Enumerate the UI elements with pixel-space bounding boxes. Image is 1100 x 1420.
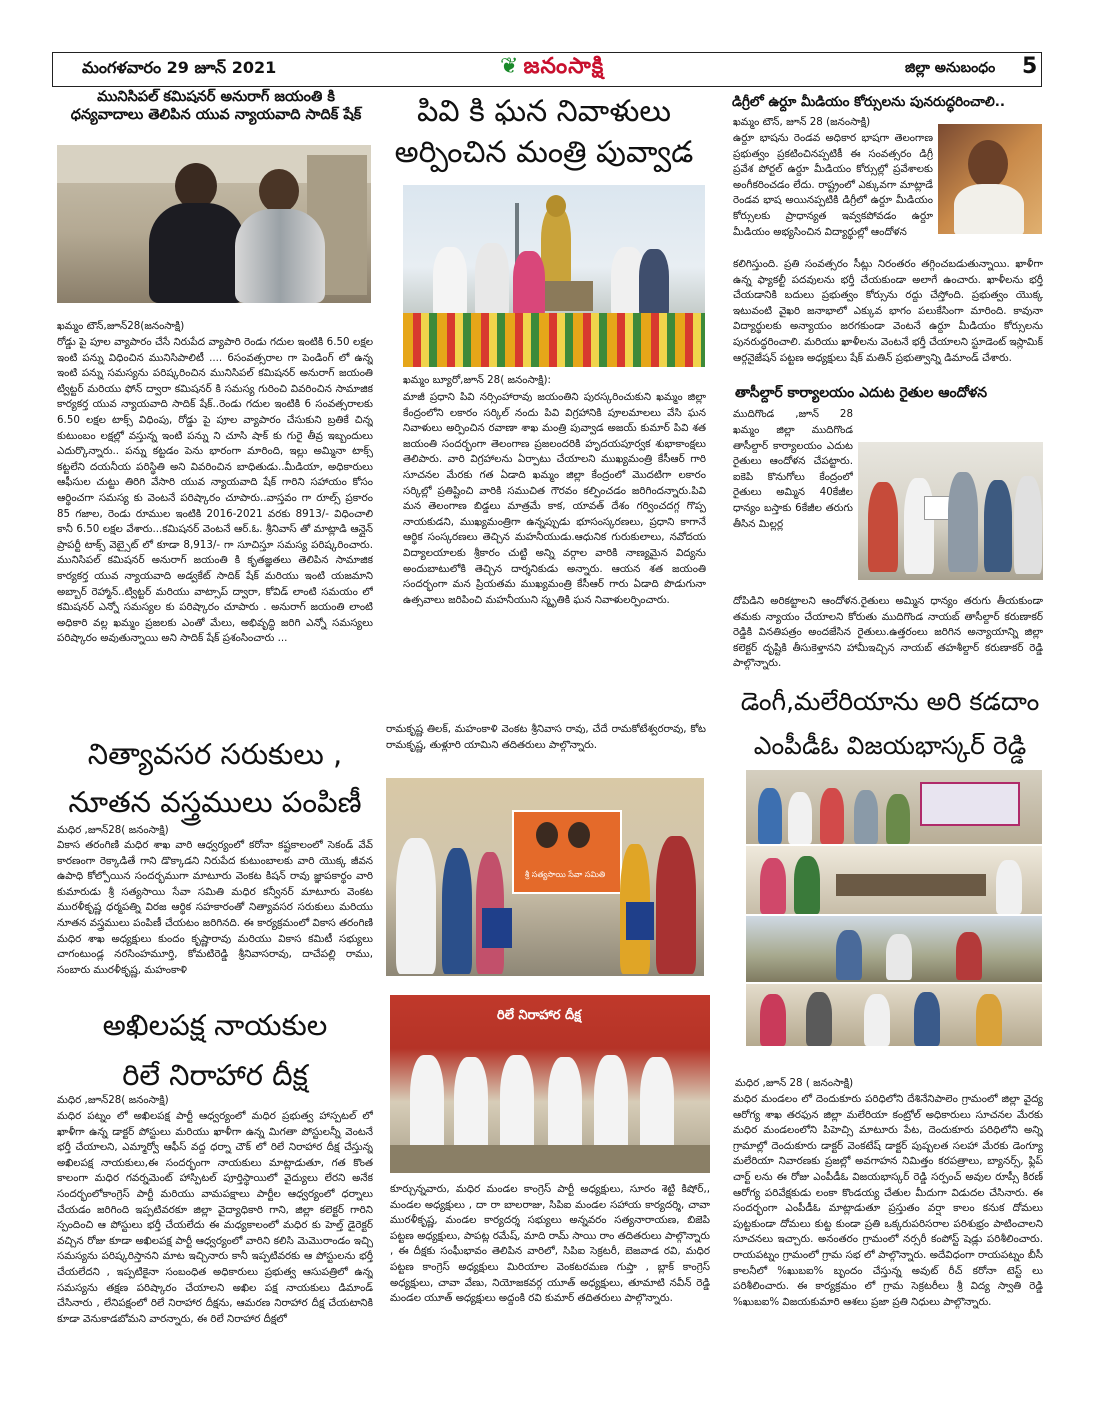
article-continuation: కూర్చున్నవారు, మధిర మండల కాంగ్రెస్ పార్టీ అధ్యక్షులు, సూరం శెట్టి కిషోర్,, మండల అధ్యక్షులు , దా రా బాలరాజు, సిపిఐ మండల సహాయ కార్యదర్శి, చావా మురళీకృష్ణ, మండల కార్యదర్శ సభ్యులు అన్నవరం సత్యనారాయణ, బిజెపి పట్టణ అధ్యక్షులు, పాపట్ల రమేష్, మాది రామ్ సాయి రాం తదితరులు పాల్గొన్నారు , ఈ దీక్షకు సంఘీభావం తెలిపిన వారిలో, సిపిఐ సెక్రటరీ, బెజవాడ రవి, మధిర పట్టణ కాంగ్రెస్ అధ్యక్షులు మిరియాల వెంకటరమణ గుప్తా , బ్లాక్ కాంగ్రెస్ అధ్యక్షులు, చావా వేణు, నియోజకవర్గ యూత్ అధ్యక్షులు, తూమాటి నవీన్ రెడ్డి మండల యూత్ అధ్యక్షులు అద్దంకి రవి కుమార్ తదితరులు పాల్గొన్నారు. bbox=[390, 1183, 710, 1305]
article-body-wide: కలిగిస్తుంది. ప్రతి సంవత్సరం సీట్లు నిరంతరం తగ్గించబడుతున్నాయి. ఖాళీగా ఉన్న ఫ్యాకల్టీ పదవులను భర్తీ చేయకుండా అలాగే ఉంచారు. ఖాళీలను భర్తీ చేయడానికి బదులు ప్రభుత్వం కోర్సును రద్దు చేస్తోంది. ప్రభుత్వం యొక్క ఇటువంటి వైఖరి జనాభాలో ఎక్కువ భాగం పలుకేసింగా మారింది. కావునా విద్యార్థులకు అన్యాయం జరగకుండా వెంటనే ఉర్దూ మీడియం కోర్సులను పునరుద్ధరించాలి. మరియు ఖాళీలను వెంటనే భర్తీ చేయాలని స్టూడెంట్ ఇస్లామిక్ ఆర్గనైజేషన్ పట్టణ అధ్యక్షులు షేక్ మతిన్ ప్రభుత్వాన్ని డిమాండ్ చేశారు. bbox=[733, 258, 1043, 364]
photo-distribution bbox=[386, 778, 704, 976]
section-name: జిల్లా అనుబంధం bbox=[905, 60, 996, 76]
dateline: మధిర ,జూన్28( జనంసాక్షి) bbox=[57, 824, 169, 836]
headline-line: ఎంపీడీఓ విజయభాస్కర్ రెడ్డి bbox=[753, 731, 1027, 760]
article-hunger-strike-headline bbox=[57, 1000, 373, 1100]
headline-line: పివి కి ఘన నివాళులు bbox=[416, 94, 672, 129]
article-relief-headline bbox=[57, 730, 373, 826]
photo-hunger-strike bbox=[390, 995, 710, 1173]
photo-student-portrait bbox=[938, 124, 1042, 234]
photo-dengue-4 bbox=[746, 984, 1042, 1046]
dateline: ఖమ్మం బ్యూరో,జూన్ 28( జనంసాక్షి): bbox=[403, 374, 551, 386]
headline-line: రిలే నిరాహార దీక్ష bbox=[122, 1058, 308, 1092]
article-sadiq-headline bbox=[56, 88, 376, 124]
dateline: మధిర ,జూన్ 28 ( జనంసాక్షి) bbox=[735, 1077, 854, 1089]
article-continuation: రామకృష్ణ తిలక్, మహంకాళి వెంకట శ్రీనివాస రావు, చేదే రామకోటేశ్వరరావు, కోట రామకృష్ణ, తుళ్లూరి యామిని తదితరులు పాల్గొన్నారు. bbox=[386, 723, 706, 751]
logo-text: జనంసాక్షి bbox=[523, 54, 605, 79]
banner-text: రిలే నిరాహార దీక్ష bbox=[497, 1008, 581, 1023]
newspaper-logo bbox=[500, 54, 604, 84]
leaf-icon: ❦ bbox=[500, 54, 520, 79]
headline-line: నూతన వస్త్రములు పంపిణీ bbox=[68, 785, 362, 819]
article-dengue-headline bbox=[732, 680, 1048, 768]
article-body: మాజీ ప్రధాని పివి నర్సింహారావు జయంతిని పురస్కరించుకుని ఖమ్మం జిల్లా కేంద్రంలోని లకారం సర్కిల్ నందు పివి విగ్రహానికి పూలమాలలు వేసి ఘన నివాళులు అర్పించిన రవాణా శాఖ మంత్రి పువ్వాడ అజయ్ కుమార్ పివి శత జయంతి సందర్భంగా తెలంగాణ ప్రజలందరికి హృదయపూర్వక శుభాకాంక్షలు తెలిపారు. వారి విగ్రహాలను ఏర్పాటు చేయాలని ముఖ్యమంత్రి కేసీఆర్ గారి సూచనల మేరకు గత ఏడాది ఖమ్మం జిల్లా కేంద్రంలో మొదటిగా లకారం సర్కిల్లో ప్రతిష్టించి వారికి సముచిత గౌరవం కల్పించడం జరిగిందన్నారు.పివి మన తెలంగాణ బిడ్డలు మాత్రమే కాక, యావత్ దేశం గర్వించదగ్గ గొప్ప నాయకుడని, ముఖ్యమంత్రిగా ఉన్నప్పుడు భూసంస్కరణలు, ప్రధాని కాగానే ఆర్థిక సంస్కరణలు తెచ్చిన మహనీయుడు.ఆధునిక గురుకులాలు, నవోదయ విద్యాలయాలకు శ్రీకారం చుట్టి అన్ని వర్గాల వారికి నాణ్యమైన విద్యను అందుబాటులోకి తెచ్చిన దార్శనికుడు అన్నారు. ఆయన శత జయంతి సందర్భంగా మన ప్రియతమ ముఖ్యమంత్రి కేసీఆర్ గారు ఏడాది పొడుగునా ఉత్సవాలు జరిపించి మహనీయుని స్మృతికి ఘన నివాళులర్పించారు. bbox=[403, 391, 706, 606]
dateline: ఖమ్మం టౌన్, జూన్ 28 (జనంసాక్షి) bbox=[733, 116, 871, 128]
article-body-narrow: ఖమ్మం జిల్లా ముదిగొండ తాసీల్దార్ కార్యాలయం ఎదుట రైతులు ఆందోళన చేపట్టారు. ఐకెపి కొనుగోలు కేంద్రంలో రైతులు అమ్మిన 40కేజీల ధాన్యం బస్తాకు 6కేజీల తరుగు తీసిన మిల్లర్ల bbox=[733, 424, 853, 530]
photo-pv-statue bbox=[403, 185, 705, 367]
photo-dengue-2 bbox=[746, 846, 1042, 914]
article-body: మధిర మండలం లో దెందుకూరు పరిధిలోని దేశినేనిపాలెం గ్రామంలో జిల్లా వైద్య ఆరోగ్య శాఖ తరఫున జిల్లా మలేరియా కంట్రోల్ అధికారులు సూచనల మేరకు మధిర మండలంలోని పిహెచ్సి మాటూరు పేట, దెందుకూరు పరిధిలోని అన్ని గ్రామాల్లో దెందుకూరు డాక్టర్ వెంకటేష్ డాక్టర్ పుష్పలత సలహా మేరకు డెంగ్యూ మలేరియా నివారణకు ప్రజల్లో అవగాహన నిమిత్తం కరపత్రాలు, బ్యానర్స్, ఫ్లిప్ చార్ట్ లను ఈ రోజు ఎంపీడీఓ విజయభాస్కర్ రెడ్డి సర్పంచ్ అవుల రూప్సీ కిరణ్ ఆరోగ్య పరివేక్షకుడు లంకా కొండయ్య చేతుల మీదుగా విడుదల చేసినారు. ఈ సందర్భంగా ఎంపీడీఓ మాట్లాడుతూ ప్రస్తుతం వర్షా కాలం కనుక దోమలు పుట్టకుండా దోమలు కుట్ట కుండా ప్రతి ఒక్కరుపరిసరాల పరిశుభ్రం పాటించాలని సూచనలు ఇచ్చారు. అనంతరం గ్రామంలో నర్సరీ కంపోస్ట్ షెడ్లు పరిశీలించారు. రాయపట్నం గ్రామంలో గ్రామ సభ లో పాల్గొన్నారు. అదేవిధంగా రాయపట్నం బీసీ కాలనీలో %ఖుబఐ% బృందం చేస్తున్న అవుట్ రీచ్ కరోనా టెస్ట్ లు పరిశీలించారు. ఈ కార్యక్రమం లో గ్రామ సెక్రటరీలు శ్రీ విద్య స్వాతి రెడ్డి %ఖుబఐ% విజయకుమారి ఆశలు ప్రజా ప్రతి నిధులు పాల్గొన్నారు. bbox=[733, 1093, 1043, 1308]
headline-line: అఖిలపక్ష నాయకుల bbox=[102, 1008, 328, 1042]
headline-line: అర్పించిన మంత్రి పువ్వాడ bbox=[394, 134, 694, 170]
dateline: ముదిగొండ ,జూన్ 28 bbox=[733, 408, 853, 420]
article-body-narrow: ఉర్దూ భాషను రెండవ అధికార భాషగా తెలంగాణ ప్రభుత్వం ప్రకటించినప్పటికీ ఈ సంవత్సరం డిగ్రీ ప్రవేశ పోర్టల్ ఉర్దూ మీడియం కోర్సుల్లో ప్రవేశాలకు అంగీకరించడం లేదు. రాష్ట్రంలో ఎక్కువగా మాట్లాడే రెండవ భాష అయినప్పటికి డిగ్రీలో ఉర్దూ మీడియం కోర్సులకు ప్రాధాన్యత ఇవ్వకపోవడం ఉర్దూ మీడియం అభ్యసించిన విద్యార్థుల్లో ఆందోళన bbox=[733, 132, 933, 238]
headline-line: డెంగీ,మలేరియాను అరి కడదాం bbox=[740, 687, 1040, 716]
photo-farmers-protest bbox=[858, 442, 1043, 580]
photo-two-men bbox=[57, 145, 371, 303]
headline-line: ధన్యవాదాలు తెలిపిన యువ న్యాయవాది సాదిక్ షేక్ bbox=[70, 107, 362, 124]
article-body: వికాస తరంగిణి మధిర శాఖ వారి ఆధ్వర్యంలో కరోనా కష్టకాలంలో సెకండ్ వేవ్ కారణంగా రెక్కాడితే గాని డొక్కాడని నిరుపేద కుటుంబాలకు వారి యొక్క జీవన ఉపాధి కోల్పోయిన సందర్భముగా మాటూరు వెంకట కిషన్ రావు జ్ఞాపకార్థం వారి కుమారుడు శ్రీ సత్యసాయి సేవా సమితి మధిర కన్వీనర్ మాటూరు వెంకట మురళీకృష్ణ ధర్మపత్ని విరజ ఆర్థిక సహకారంతో నిత్యావసర సరుకులు మరియు నూతన వస్త్రములు పంపిణీ చేయటం జరిగినది. ఈ కార్యక్రమంలో వికాస తరంగిణి మధిర శాఖ అధ్యక్షులు కుందం కృష్ణారావు మరియు వికాస కమిటీ సభ్యులు చాగంటుండ్ల నరసింహమూర్తి, కోమటిరెడ్డి శ్రీనివాసరావు, దాచేపల్లి రాము, సంబారు మురళీకృష్ణ, మహంకాళి bbox=[57, 839, 373, 976]
issue-date: మంగళవారం 29 జూన్ 2021 bbox=[82, 58, 277, 77]
photo-dengue-1 bbox=[746, 770, 1042, 844]
page-number: 5 bbox=[1022, 54, 1038, 79]
dateline: మధిర ,జూన్28( జనంసాక్షి) bbox=[57, 1094, 169, 1106]
headline-line: నిత్యావసర సరుకులు , bbox=[87, 737, 343, 771]
headline-line: మునిసిపల్ కమిషనర్ అనురాగ్ జయంతి కి bbox=[97, 89, 335, 105]
article-tahsildar-headline: తాసీల్దార్ కార్యాలయం ఎదుట రైతుల ఆందోళన bbox=[735, 385, 988, 401]
dateline: ఖమ్మం టౌన్,జూన్28(జనంసాక్షి) bbox=[57, 320, 185, 332]
banner-text: శ్రీ సత్యసాయి సేవా సమితి bbox=[524, 870, 606, 879]
article-body-wide: దోపిడిని అరికట్టాలని ఆందోళన.రైతులు అమ్మిన ధాన్యం తరుగు తీయకుండా తమకు న్యాయం చేయాలని కోరుతు ముదిగొండ నాయబ్ తాసీల్దార్ కరుణాకర్ రెడ్డికి వినతిపత్రం అందజేసిన రైతులు.ఉత్తరంలు జరిగిన అన్యాయాన్ని జిల్లా కలెక్టర్ దృష్టికి తీసుకెళ్తానని హామీఇచ్చిన నాయబ్ తహశీల్దార్ కరుణాకర్ రెడ్డి పాల్గొన్నారు. bbox=[733, 595, 1043, 670]
article-pv-headline bbox=[384, 92, 704, 173]
photo-dengue-3 bbox=[746, 916, 1042, 982]
article-body: రోడ్డు పై పూల వ్యాపారం చేసే నిరుపేద వ్యాపారి రెండు గదుల ఇంటికి 6.50 లక్షల ఇంటి పన్ను విధించిన మునిసిపాలిటీ .... 6సంవత్సరాల గా పెండింగ్ లో ఉన్న ఇంటి పన్ను సమస్యను పరిష్కరించిన మునిసిపల్ కమిషనర్ అనురాగ్ జయంతి ట్విట్టర్ మరియు ఫోన్ ద్వారా కమిషనర్ కి సమస్య గురించి వివరించిన సామాజిక కార్యకర్త యువ న్యాయవాది సాదిక్ షేక్..రెండు గదుల ఇంటికి 6 సంవత్సరాలకు 6.50 లక్షల టాక్స్ విధింపు, రోడ్డు పై పూల వ్యాపారం చేసుకుని బ్రతికే చిన్న కుటుంబం లక్షల్లో వస్తున్న ఇంటి పన్ను ని చూసి షాక్ కు గురై తీవ్ర ఇబ్బందులు ఎదుర్కొన్నారు.. పన్ను కట్టడం పెను భారంగా మారింది, ఇల్లు అమ్మినా టాక్స్ కట్టలేని దయనీయ పరిస్థితి అని వివరించిన బాధితుడు..మీడియా, అధికారులు ఆఫీసుల చుట్టు తిరిగి వేసారి యువ న్యాయవాది షేక్ గారిని సహాయం కోసం ఆర్థించగా సమస్య కు వెంటనే పరిష్కారం చూపారు..వాస్తవం గా రూల్స్ ప్రకారం 85 గజాల, రెండు రూముల ఇంటికి 2016-2021 వరకు 8913/- విధించాలి కానీ 6.50 లక్షల వేశారు...కమిషనర్ వెంటనే ఆర్.ఓ. శ్రీనివాస్ తో మాట్లాడి ఆన్లైన్ ప్రాపర్టీ టాక్స్ వెబ్సైట్ లో కూడా 8,913/- గా సూచిస్తూ సమస్య పరిష్కరించారు. మునిసిపల్ కమిషనర్ అనురాగ్ జయంతి కి కృతజ్ఞతలు తెలిపిన సామాజిక కార్యకర్త యువ న్యాయవాది అడ్వకేట్ సాదిక్ షేక్ మరియు ఇంటి యజమాని అబ్బార్ రెహ్మాన్..ట్విట్టర్ మరియు వాట్సాప్ ద్వారా, కోవిడ్ లాంటి సమయం లో కమిషనర్ ఎన్నో సమస్యల కు పరిష్కారం చూపారు . అనురాగ్ జయంతి లాంటి అధికారి వల్ల ఖమ్మం ప్రజలకు ఎంతో మేలు, అభివృద్ధి జరిగి ఎన్నో సమస్యలు పరిష్కారం అవుతున్నాయి అని సాదిక్ షేక్ ప్రశంసించారు ... bbox=[57, 336, 373, 645]
article-body: మధిర పట్నం లో అఖిలపక్ష పార్టీ ఆధ్వర్యంలో మధిర ప్రభుత్వ హాస్పటల్ లో ఖాళీగా ఉన్న డాక్టర్ పోస్టులు మరియు ఖాళీగా ఉన్న మిగతా పోస్టులన్నీ వెంటనే భర్తీ చేయాలని, ఎమ్మార్వో ఆఫీస్ వద్ద ధర్నా చౌక్ లో రిలే నిరాహార దీక్ష చేస్తున్న అఖిలపక్ష నాయకులు,ఈ సందర్భంగా నాయకులు మాట్లాడుతూ, గత కొంత కాలంగా మధిర గవర్నమెంట్ హాస్పిటల్ పూర్తిస్థాయిలో వైద్యులు లేరని అనేక సందర్భంలోకాంగ్రెస్ పార్టీ మరియు వామపక్షాలు పార్టీల ఆధ్వర్యంలో ధర్నాలు చేయడం జరిగింది ఇప్పటివరకూ జిల్లా వైద్యాధికారి గాని, జిల్లా కలెక్టర్ గారిని స్పందించి ఆ పోస్టులు భర్తీ చేయలేదు ఈ మధ్యకాలంలో మధిర కు హెల్త్ డైరెక్టర్ వచ్చిన రోజు కూడా అఖిలపక్ష పార్టీ ఆధ్వర్యంలో వారిని కలిసి మెమొరాండం ఇచ్చి సమస్యను పరిష్కరిస్తానని మాట ఇచ్చినారు కానీ ఇప్పటివరకు ఆ పోస్టులను భర్తీ చేయలేదని , ఇప్పటికైనా సంబంధిత అధికారులు ప్రభుత్వ ఆసుపత్రిలో ఉన్న సమస్యను తక్షణ పరిష్కారం చేయాలని అఖిల పక్ష నాయకులు డిమాండ్ చేసినారు , లేనిపక్షంలో రిలే నిరాహార దీక్షను, ఆమరణ నిరాహార దీక్ష చేయటానికి కూడా వెనుకాడబోమని వారన్నారు, ఈ రిలే నిరాహార దీక్షలో bbox=[57, 1110, 373, 1325]
article-urdu-headline: డిగ్రీలో ఉర్దూ మీడియం కోర్సులను పునరుద్ధరించాలి.. bbox=[732, 94, 1006, 110]
